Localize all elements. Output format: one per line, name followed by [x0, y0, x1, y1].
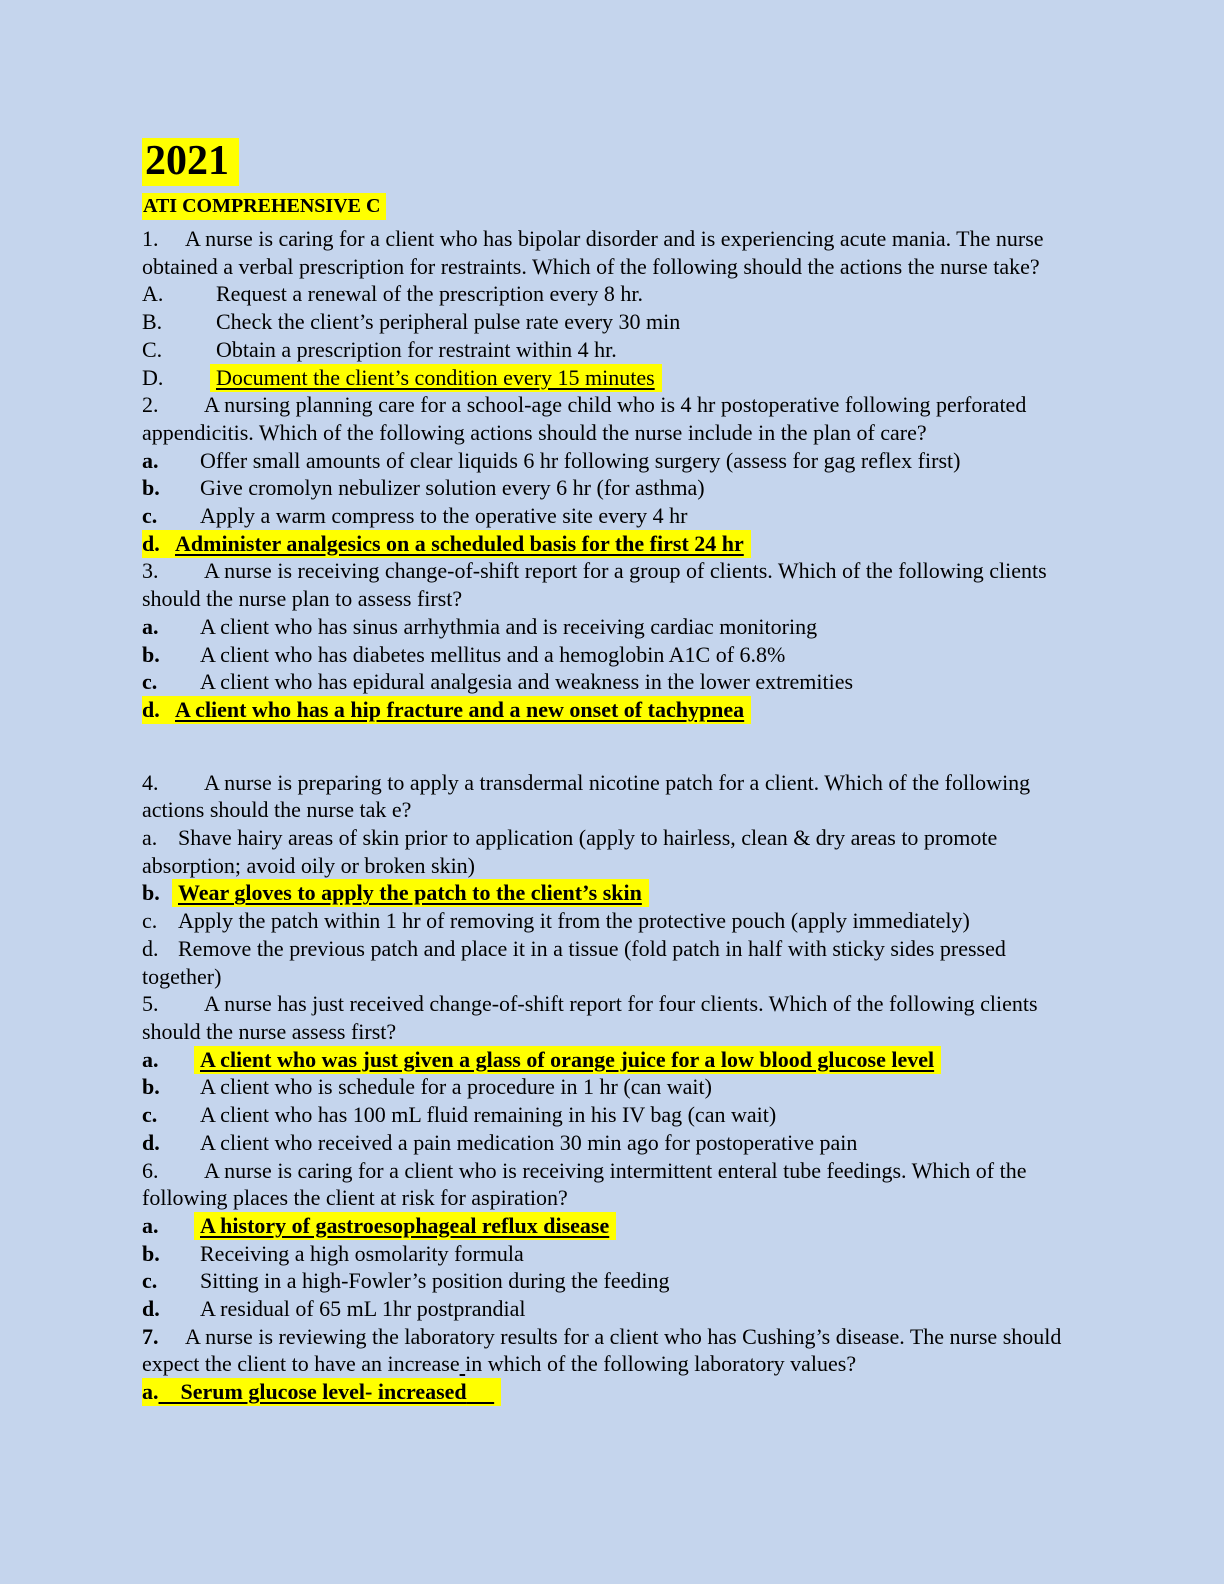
question-2-option-d-answer	[142, 530, 1082, 558]
option-text: A client who has epidural analgesia and weakness in the lower extremities	[200, 669, 854, 695]
highlighted-answer	[142, 1378, 501, 1406]
question-4-option-a	[142, 824, 1082, 879]
option-text: Apply the patch within 1 hr of removing it from the protective pouch (apply immediately)	[178, 908, 970, 934]
option-text: Obtain a prescription for restraint within 4 hr.	[216, 336, 617, 362]
option-label: c.	[142, 908, 158, 934]
option-label: B.	[142, 309, 163, 335]
question-3-option-d-answer	[142, 696, 1082, 724]
blank-line	[142, 724, 1082, 769]
highlighted-answer	[142, 530, 751, 558]
option-label: d.	[142, 1129, 160, 1155]
question-6-option-c	[142, 1267, 1082, 1295]
question-6-text: A nurse is caring for a client who is receiving intermittent enteral tube feedings. Which of the following places the client at risk for aspiration?	[142, 1157, 1027, 1211]
option-text: Check the client’s peripheral pulse rate every 30 min	[216, 309, 681, 335]
question-7	[142, 1323, 1082, 1378]
option-text: A client who has diabetes mellitus and a hemoglobin A1C of 6.8%	[200, 641, 786, 667]
question-4-text: A nurse is preparing to apply a transdermal nicotine patch for a client. Which of the following actions should the nurse tak e?	[142, 769, 1031, 823]
option-label: a.	[142, 613, 159, 639]
option-text: Shave hairy areas of skin prior to application (apply to hairless, clean & dry areas to promote absorption; avoid oily or broken skin)	[142, 825, 998, 878]
option-label: C.	[142, 336, 163, 362]
option-label: b.	[142, 880, 160, 906]
question-2-option-b	[142, 474, 1082, 502]
option-text: Receiving a high osmolarity formula	[200, 1240, 524, 1266]
question-3-number: 3.	[142, 558, 159, 584]
question-6-option-a-answer	[142, 1212, 1082, 1240]
option-text: A client who has sinus arrhythmia and is receiving cardiac monitoring	[200, 613, 818, 639]
option-label: d.	[142, 1296, 160, 1322]
highlighted-answer: A history of gastroesophageal reflux disease	[194, 1212, 616, 1240]
question-7-option-a-answer	[142, 1378, 1082, 1406]
option-text: Sitting in a high-Fowler’s position during the feeding	[200, 1268, 670, 1294]
option-text: A client who received a pain medication 30 min ago for postoperative pain	[200, 1129, 858, 1155]
question-3	[142, 557, 1082, 612]
question-5-option-a-answer	[142, 1046, 1082, 1074]
option-label: a.	[142, 825, 158, 851]
title-row	[142, 138, 1082, 186]
question-4-option-c	[142, 907, 1082, 935]
question-5-number: 5.	[142, 991, 159, 1017]
option-label: A.	[142, 281, 164, 307]
question-4-number: 4.	[142, 769, 159, 795]
option-text: A client who has a hip fracture and a new onset of tachypnea	[175, 696, 745, 722]
highlighted-answer: A client who was just given a glass of orange juice for a low blood glucose level	[194, 1046, 941, 1074]
option-label: D.	[142, 364, 164, 390]
question-1-option-a	[142, 280, 1082, 308]
question-1-option-b	[142, 308, 1082, 336]
option-text: Apply a warm compress to the operative site every 4 hr	[200, 503, 688, 529]
question-3-option-b	[142, 641, 1082, 669]
question-2-option-c	[142, 502, 1082, 530]
option-label: a.	[142, 447, 159, 473]
option-label: c.	[142, 1102, 158, 1128]
highlighted-answer	[142, 696, 751, 724]
page-subtitle: ATI COMPREHENSIVE C	[142, 193, 386, 220]
question-5-option-b	[142, 1073, 1082, 1101]
question-7-text-part2: in which of the following laboratory values?	[465, 1351, 857, 1377]
option-text: A client who is schedule for a procedure in 1 hr (can wait)	[200, 1074, 712, 1100]
question-7-text-part1: A nurse is reviewing the laboratory results for a client who has Cushing’s disease. The nurse should expect the client to have an increase	[142, 1323, 1062, 1377]
question-1-option-d-answer	[142, 364, 1082, 392]
option-label: c.	[142, 1268, 158, 1294]
question-2-number: 2.	[142, 392, 159, 418]
question-3-option-a	[142, 613, 1082, 641]
option-text: Give cromolyn nebulizer solution every 6 hr (for asthma)	[200, 475, 705, 501]
page-title: 2021	[142, 138, 239, 186]
trailing-underline	[467, 1379, 495, 1404]
option-label: c.	[142, 669, 158, 695]
option-text: Offer small amounts of clear liquids 6 hr following surgery (assess for gag reflex first)	[200, 447, 961, 473]
option-label: b.	[142, 475, 160, 501]
option-label: d.	[142, 530, 160, 556]
question-5-text: A nurse has just received change-of-shift report for four clients. Which of the following clients should the nurse assess first?	[142, 991, 1038, 1044]
question-1-text: A nurse is caring for a client who has bipolar disorder and is experiencing acute mania. The nurse obtained a verbal prescription for restraints. Which of the following should the actions the nurse take?	[142, 226, 1044, 279]
question-3-option-c	[142, 668, 1082, 696]
question-6-option-b	[142, 1240, 1082, 1268]
question-4	[142, 769, 1082, 824]
question-2-text: A nursing planning care for a school-age child who is 4 hr postoperative following perforated appendicitis. Which of the following actions should the nurse include in the plan of care?	[142, 392, 1027, 445]
question-1	[142, 225, 1082, 280]
option-label: b.	[142, 1074, 160, 1100]
option-label: d.	[142, 696, 160, 722]
option-text: Remove the previous patch and place it in a tissue (fold patch in half with sticky sides pressed together)	[142, 935, 1006, 989]
question-4-option-d	[142, 935, 1082, 990]
subtitle-row	[142, 193, 1082, 220]
underline-gap	[159, 1379, 181, 1404]
question-7-number: 7.	[142, 1323, 159, 1349]
question-6-option-d	[142, 1295, 1082, 1323]
option-text: Serum glucose level- increased	[180, 1379, 467, 1405]
option-text: Administer analgesics on a scheduled basis for the first 24 hr	[175, 530, 744, 556]
option-text: Request a renewal of the prescription every 8 hr.	[216, 281, 644, 307]
question-1-number: 1.	[142, 226, 159, 251]
option-text: A client who has 100 mL fluid remaining in his IV bag (can wait)	[200, 1102, 777, 1128]
option-text: A residual of 65 mL 1hr postprandial	[200, 1296, 526, 1322]
question-5	[142, 990, 1082, 1045]
question-6	[142, 1157, 1082, 1212]
question-2	[142, 391, 1082, 446]
question-5-option-c	[142, 1101, 1082, 1129]
question-3-text: A nurse is receiving change-of-shift report for a group of clients. Which of the following clients should the nurse plan to assess first?	[142, 558, 1047, 612]
option-label: a.	[142, 1379, 159, 1405]
option-label: b.	[142, 641, 160, 667]
question-5-option-d	[142, 1129, 1082, 1157]
option-label: d.	[142, 935, 159, 961]
highlighted-answer: Wear gloves to apply the patch to the client’s skin	[172, 879, 649, 907]
option-label: a.	[142, 1212, 159, 1238]
question-6-number: 6.	[142, 1157, 159, 1183]
option-label: a.	[142, 1046, 159, 1072]
option-label: c.	[142, 503, 158, 529]
question-1-option-c	[142, 336, 1082, 364]
document-content	[142, 138, 1082, 1406]
question-2-option-a	[142, 447, 1082, 475]
question-4-option-b-answer	[142, 879, 1082, 907]
highlighted-answer: Document the client’s condition every 15 minutes	[210, 364, 662, 392]
option-label: b.	[142, 1240, 160, 1266]
